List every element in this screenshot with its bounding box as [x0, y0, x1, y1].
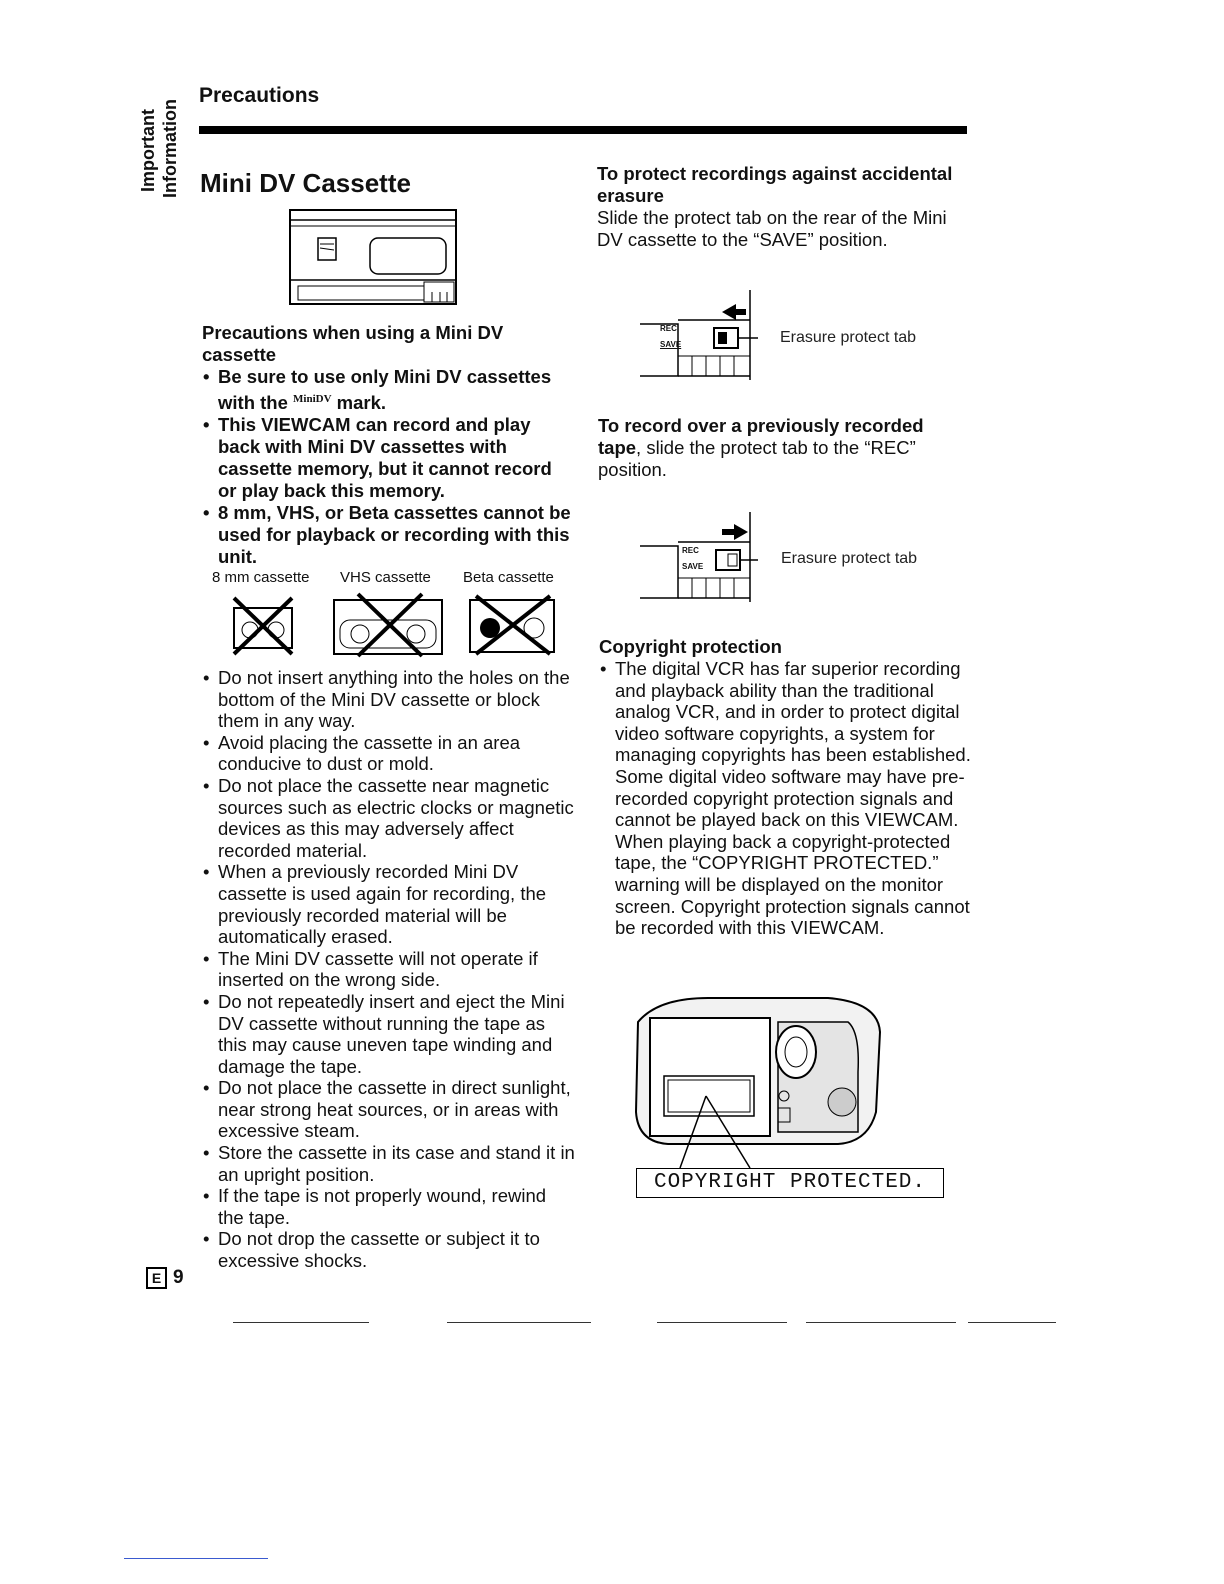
side-tab-line2: Information [160, 99, 180, 198]
label-8mm: 8 mm cassette [212, 569, 310, 586]
footer-rule-4 [806, 1322, 956, 1323]
side-tab-line1: Important [138, 109, 158, 192]
page-footer [146, 1267, 184, 1289]
footer-rule-2 [447, 1322, 591, 1323]
bullet-5: • The Mini DV cassette will not operate if inserted on the wrong side. [202, 948, 576, 991]
bullet-9: • If the tape is not properly wound, rewind the tape. [202, 1185, 576, 1228]
protect-heading: To protect recordings against accidental erasure [597, 163, 953, 206]
label-beta: Beta cassette [463, 569, 554, 586]
protect-text: Slide the protect tab on the rear of the Mini DV cassette to the “SAVE” position. [597, 207, 947, 250]
protect-tab-rec-diagram [640, 512, 780, 604]
mini-dv-cassette-illustration [286, 206, 461, 308]
bold-bullet-3: • 8 mm, VHS, or Beta cassettes cannot be used for playback or recording with this unit. [202, 502, 574, 568]
tab-save-label-2: SAVE [682, 562, 704, 571]
bold-bullet-1: • Be sure to use only Mini DV cassettes with the $^{MiniDV}$ mark. [202, 366, 574, 414]
footer-rule-3 [657, 1322, 787, 1323]
copyright-section [599, 636, 971, 939]
viewcam-illustration [628, 992, 888, 1172]
bullet-7: • Do not place the cassette in direct sunlight, near strong heat sources, or in areas with excessive steam. [202, 1077, 576, 1142]
bullet-3: • Do not place the cassette near magnetic sources such as electric clocks or magnetic devices as this may adversely affect recorded material. [202, 775, 576, 861]
record-heading: To record over a previously recorded tape [598, 415, 924, 458]
bullet-8: • Store the cassette in its case and stand it in an upright position. [202, 1142, 576, 1185]
tab-rec-label-2: REC [682, 546, 699, 555]
protect-tab-save-diagram [640, 290, 780, 382]
beta-cassette-crossed-icon [466, 592, 558, 656]
precaution-bullets [202, 667, 576, 1272]
bullet-10: • Do not drop the cassette or subject it to excessive shocks. [202, 1228, 576, 1271]
label-vhs: VHS cassette [340, 569, 431, 586]
bullet-6: • Do not repeatedly insert and eject the Mini DV cassette without running the tape as this may cause uneven tape winding and damage the tape. [202, 991, 576, 1077]
bullet-1: • Do not insert anything into the holes on the bottom of the Mini DV cassette or block them in any way. [202, 667, 576, 732]
bullet-4: • When a previously recorded Mini DV cassette is used again for recording, the previously recorded material will be automatically erased. [202, 861, 576, 947]
vhs-cassette-crossed-icon [330, 590, 446, 658]
copyright-heading: Copyright protection [599, 636, 782, 657]
erasure-label-2: Erasure protect tab [781, 550, 918, 567]
tab-rec-label: REC [660, 324, 677, 333]
copyright-text: • The digital VCR has far superior recording and playback ability than the traditional analog VCR, and in order to protect digital video software copyrights, a system for managing copyrights has been established. Some digital video software may have pre-recorded copyright protection signals and cannot be played back on this VIEWCAM. When playing back a copyright-protected tape, the “COPYRIGHT PROTECTED.” warning will be displayed on the monitor screen. Copyright protection signals cannot be recorded with this VIEWCAM. [599, 658, 971, 939]
page-number: 9 [173, 1267, 184, 1288]
minidv-logo: MiniDV [293, 393, 332, 405]
copyright-screen-label: COPYRIGHT PROTECTED. [636, 1168, 944, 1198]
bullet-2: • Avoid placing the cassette in an area conducive to dust or mold. [202, 732, 576, 775]
footer-rule-1 [233, 1322, 369, 1323]
header-rule [199, 126, 967, 134]
record-text: , slide the protect tab to the “REC” position. [598, 437, 916, 480]
left-column [202, 322, 574, 568]
section-title: Mini DV Cassette [200, 168, 411, 198]
bottom-edge-rule [124, 1558, 268, 1559]
record-section [598, 415, 968, 481]
language-badge: E [146, 1267, 167, 1289]
erasure-label-1: Erasure protect tab [780, 329, 917, 346]
bold-bullet-2: • This VIEWCAM can record and play back with Mini DV cassettes with cassette memory, but it cannot record or play back this memory. [202, 414, 574, 502]
side-tab [138, 88, 188, 198]
protect-section [597, 163, 967, 250]
header-title: Precautions [199, 84, 320, 107]
footer-rule-5 [968, 1322, 1056, 1323]
tab-save-label: SAVE [660, 340, 682, 349]
8mm-cassette-crossed-icon [230, 594, 296, 658]
precautions-heading: Precautions when using a Mini DV cassette [202, 322, 504, 365]
